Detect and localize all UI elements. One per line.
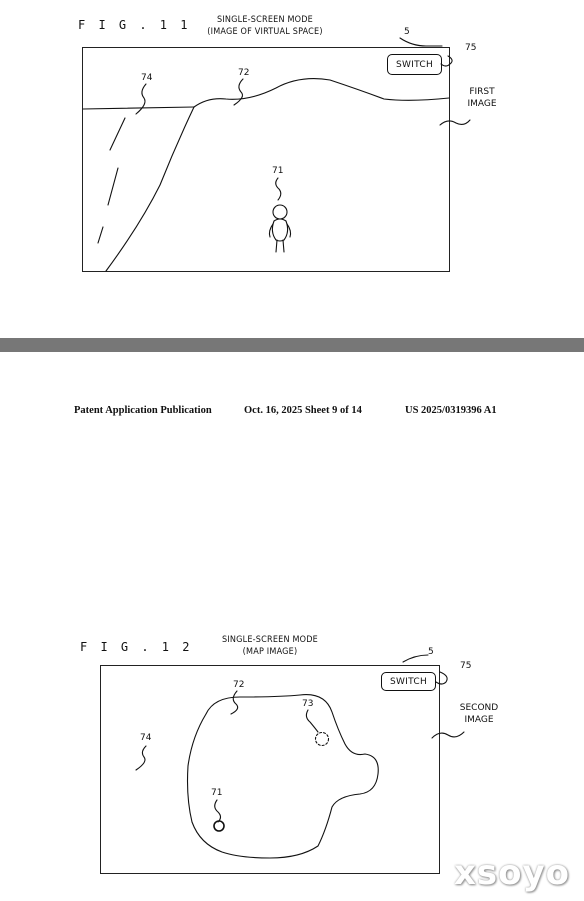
fig11-ref-land: 72 bbox=[238, 68, 250, 78]
fig11-character-icon bbox=[269, 205, 290, 252]
fig11-leader-sea bbox=[136, 84, 146, 114]
fig12-switch-button[interactable]: SWITCH bbox=[381, 672, 436, 691]
fig12-ref-land: 72 bbox=[233, 680, 245, 690]
fig11-leader-character bbox=[276, 178, 281, 200]
fig11-ref-switch: 75 bbox=[465, 43, 477, 53]
fig12-page bbox=[0, 352, 584, 901]
fig11-leader-screen bbox=[400, 38, 442, 46]
fig12-leader-land bbox=[231, 691, 238, 714]
fig11-ref-character: 71 bbox=[272, 166, 284, 176]
fig12-mode-line1: SINGLE-SCREEN MODE bbox=[222, 635, 318, 645]
fig11-mode-line2: (IMAGE OF VIRTUAL SPACE) bbox=[207, 27, 323, 37]
fig12-label: F I G . 1 2 bbox=[80, 640, 193, 654]
fig12-ref-screen: 5 bbox=[428, 647, 434, 657]
fig12-leader-character bbox=[215, 800, 221, 822]
header-date-sheet: Oct. 16, 2025 Sheet 9 of 14 bbox=[244, 405, 362, 416]
watermark-logo: xsoyo bbox=[453, 853, 570, 893]
fig11-terrain-ridge bbox=[194, 79, 449, 107]
fig11-leader-land bbox=[234, 79, 243, 105]
fig12-leader-switch bbox=[436, 672, 447, 684]
fig12-land-outline bbox=[188, 695, 379, 858]
fig12-ref-character: 71 bbox=[211, 788, 223, 798]
header-number: US 2025/0319396 A1 bbox=[405, 405, 497, 416]
fig11-label: F I G . 1 1 bbox=[78, 18, 191, 32]
fig11-water-stroke bbox=[110, 118, 125, 150]
fig12-leader-target bbox=[306, 710, 318, 732]
fig11-switch-button[interactable]: SWITCH bbox=[387, 54, 442, 75]
fig11-water-stroke bbox=[108, 168, 118, 205]
fig12-image-label-line2: IMAGE bbox=[464, 715, 494, 725]
fig12-leader-screen bbox=[403, 655, 428, 662]
fig11-drawing bbox=[0, 0, 584, 338]
fig12-image-label-line1: SECOND bbox=[459, 703, 499, 713]
page-divider bbox=[0, 338, 584, 352]
fig11-page bbox=[0, 0, 584, 338]
fig12-leader-image bbox=[432, 732, 464, 738]
fig12-mode-line2: (MAP IMAGE) bbox=[242, 647, 298, 657]
fig12-drawing bbox=[0, 352, 584, 901]
fig12-target-marker-icon bbox=[316, 733, 329, 746]
fig12-ref-switch: 75 bbox=[460, 661, 472, 671]
fig11-leader-switch bbox=[441, 56, 452, 66]
fig11-ref-sea: 74 bbox=[141, 73, 153, 83]
fig11-ref-screen: 5 bbox=[404, 27, 410, 37]
fig11-horizon bbox=[83, 107, 194, 109]
fig12-character-marker-icon bbox=[214, 821, 224, 831]
fig11-water-stroke bbox=[98, 227, 103, 243]
header-publication: Patent Application Publication bbox=[74, 405, 212, 416]
fig12-ref-target: 73 bbox=[302, 699, 314, 709]
fig11-mode-line1: SINGLE-SCREEN MODE bbox=[217, 15, 313, 25]
fig11-leader-image bbox=[440, 120, 470, 125]
fig12-leader-sea bbox=[136, 746, 146, 770]
fig12-ref-sea: 74 bbox=[140, 733, 152, 743]
fig11-image-label-line2: IMAGE bbox=[467, 99, 497, 109]
fig11-image-label-line1: FIRST bbox=[469, 87, 495, 97]
